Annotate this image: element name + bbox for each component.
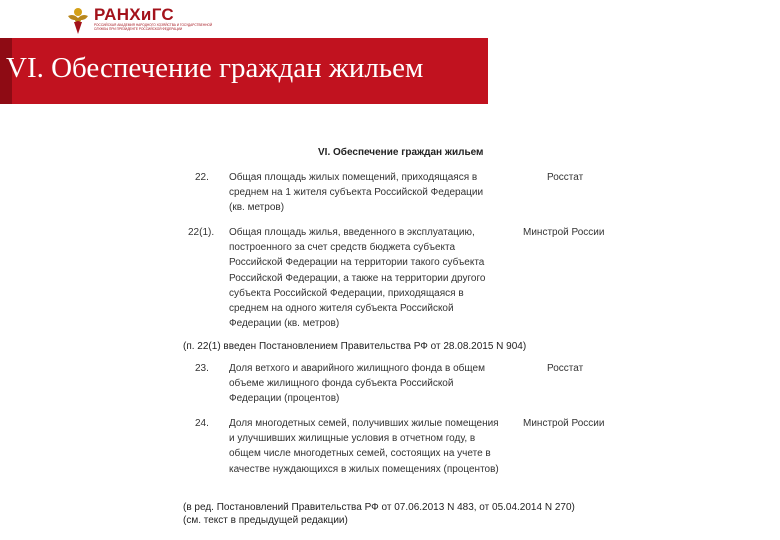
previous-version-link[interactable]: (см. текст в предыдущей редакции) xyxy=(183,515,348,526)
row-source: Росстат xyxy=(547,363,584,374)
row-description: Доля многодетных семей, получивших жилые помещения и улучшивших жилищные условия в отчетном году, в общем числе многодетных семей, состоящих на учете в качестве нуждающихся в жилых помещениях (процентов) xyxy=(229,418,499,475)
slide-title: VI. Обеспечение граждан жильем xyxy=(6,52,424,84)
logo-subtitle: РОССИЙСКАЯ АКАДЕМИЯ НАРОДНОГО ХОЗЯЙСТВА И ГОСУДАРСТВЕННОЙ СЛУЖБЫ ПРИ ПРЕЗИДЕНТЕ РОССИЙСКОЙ ФЕДЕРАЦИИ xyxy=(94,23,213,31)
row-number: 22(1). xyxy=(188,227,215,238)
row-number: 23. xyxy=(195,363,209,374)
row-number: 22. xyxy=(195,172,209,183)
row-source: Минстрой России xyxy=(523,418,605,429)
revision-note: (в ред. Постановлений Правительства РФ от 07.06.2013 N 483, от 05.04.2014 N 270) xyxy=(183,502,575,513)
amendment-note: (п. 22(1) введен Постановлением Правительства РФ от 28.08.2015 N 904) xyxy=(183,341,527,352)
row-description: Общая площадь жилых помещений, приходящаяся в среднем на 1 жителя субъекта Российской Федерации (кв. метров) xyxy=(229,172,484,214)
logo-title: РАНХиГС xyxy=(94,5,174,24)
row-number: 24. xyxy=(195,418,209,429)
row-source: Минстрой России xyxy=(523,227,605,238)
row-description: Доля ветхого и аварийного жилищного фонда в общем объеме жилищного фонда субъекта Российской Федерации (процентов) xyxy=(229,363,485,405)
row-source: Росстат xyxy=(547,172,584,183)
section-heading: VI. Обеспечение граждан жильем xyxy=(318,147,484,158)
row-description: Общая площадь жилья, введенного в эксплуатацию, построенного за счет средств бюджета субъекта Российской Федерации на территории такого субъекта Российской Федерации, а также на территории другого субъекта Российской Федерации, приходящаяся в среднем на одного жителя субъекта Российской Федерации (кв. метров) xyxy=(229,227,486,330)
